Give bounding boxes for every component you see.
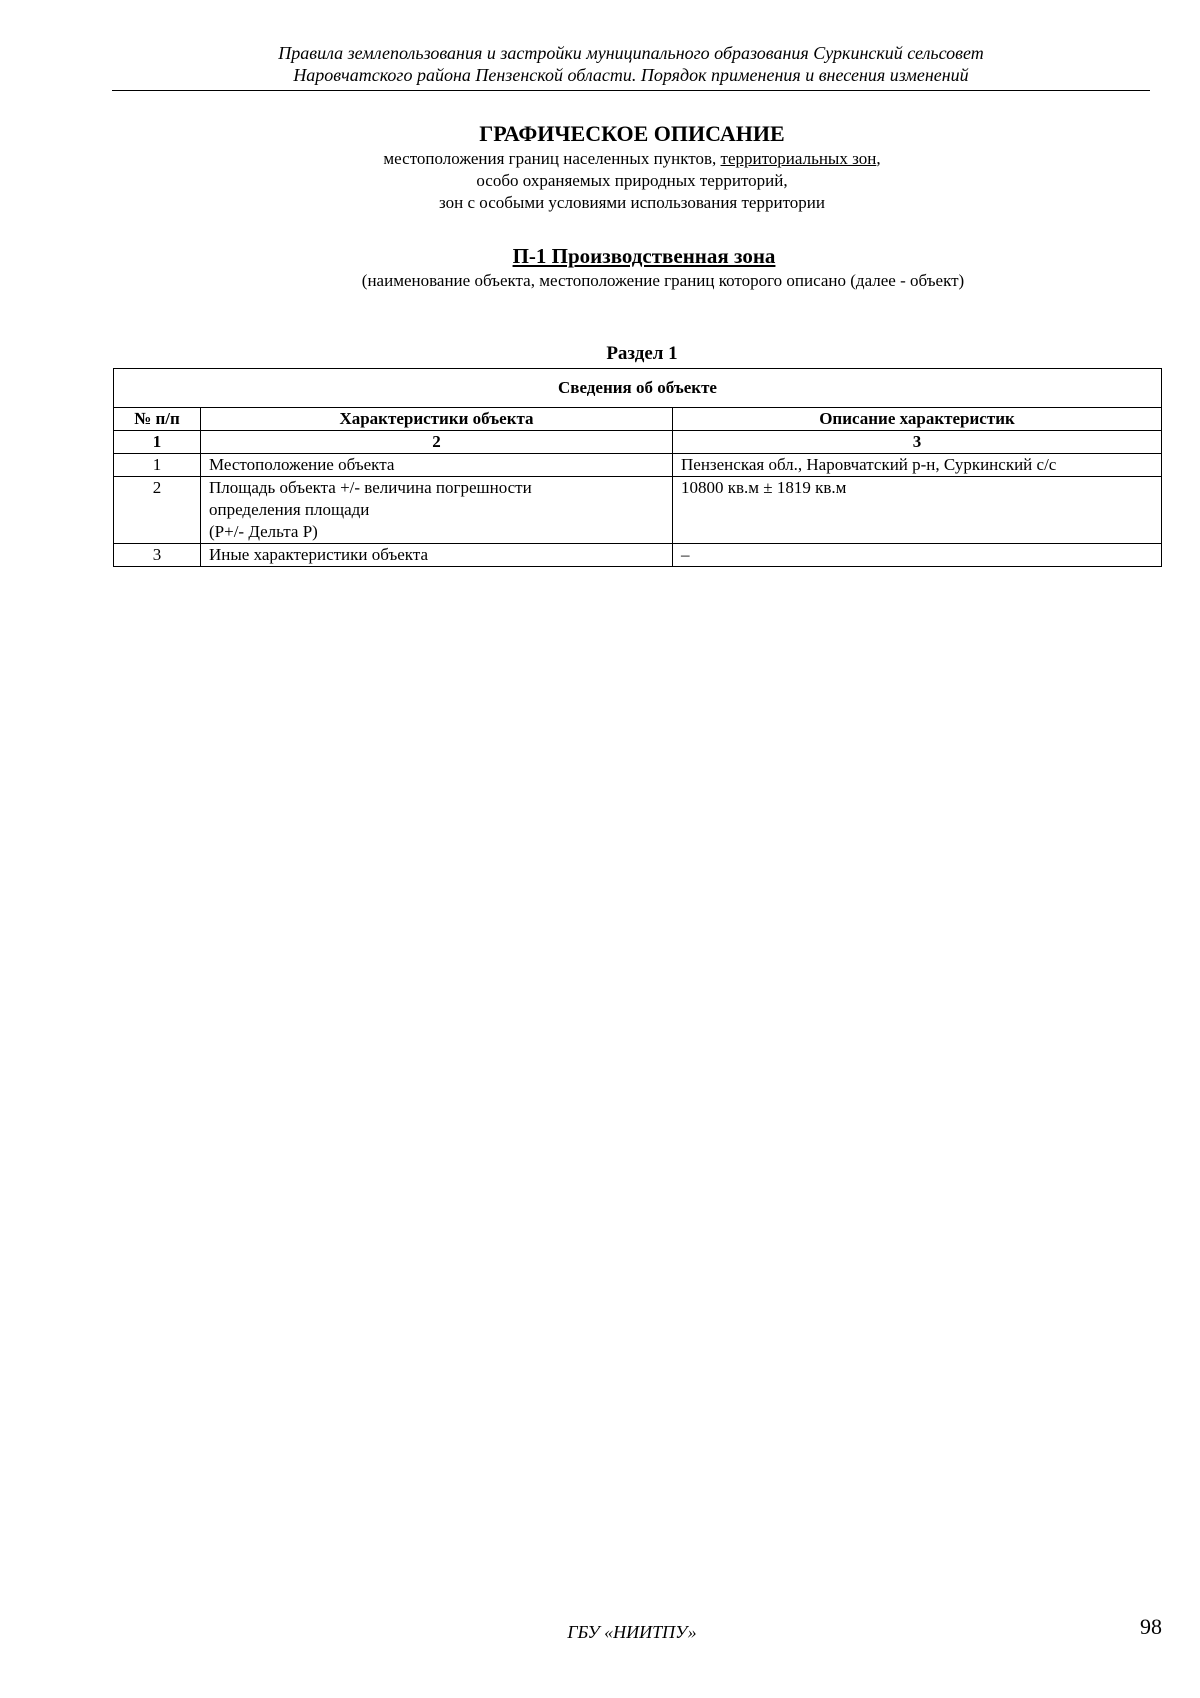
title-block bbox=[112, 120, 1152, 214]
column-number-2: 2 bbox=[201, 431, 673, 454]
row-description: Пензенская обл., Наровчатский р-н, Суркинский с/с bbox=[673, 454, 1162, 477]
subtitle-underlined-term: территориальных зон bbox=[720, 149, 877, 168]
column-header-description: Описание характеристик bbox=[673, 408, 1162, 431]
table-column-numbers-row bbox=[114, 431, 1162, 454]
object-info-table bbox=[113, 368, 1162, 567]
column-header-num: № п/п bbox=[114, 408, 201, 431]
table-row bbox=[114, 477, 1162, 544]
zone-title: П-1 Производственная зона bbox=[512, 244, 776, 268]
section-title: Раздел 1 bbox=[606, 343, 678, 364]
column-header-characteristic: Характеристики объекта bbox=[201, 408, 673, 431]
row-num: 3 bbox=[114, 544, 201, 567]
subtitle-line-1-post: , bbox=[876, 149, 881, 168]
column-number-3: 3 bbox=[673, 431, 1162, 454]
running-header-line-2: Наровчатского района Пензенской области. Порядок применения и внесения изменений bbox=[293, 65, 969, 85]
subtitle-line-1-pre: местоположения границ населенных пунктов, bbox=[383, 149, 721, 168]
subtitle-line-3: зон с особыми условиями использования территории bbox=[439, 193, 825, 212]
column-number-1: 1 bbox=[114, 431, 201, 454]
table-row bbox=[114, 454, 1162, 477]
row-description: 10800 кв.м ± 1819 кв.м bbox=[673, 477, 1162, 544]
document-title: ГРАФИЧЕСКОЕ ОПИСАНИЕ bbox=[479, 121, 785, 146]
row-num: 1 bbox=[114, 454, 201, 477]
page-number: 98 bbox=[1140, 1614, 1162, 1639]
running-header bbox=[112, 42, 1150, 86]
row-description: – bbox=[673, 544, 1162, 567]
row-characteristic-line: Площадь объекта +/- величина погрешности bbox=[209, 478, 532, 497]
footer-organization: ГБУ «НИИТПУ» bbox=[567, 1622, 697, 1642]
running-header-line-1: Правила землепользования и застройки муниципального образования Суркинский сельсовет bbox=[278, 43, 984, 63]
table-header-row bbox=[114, 408, 1162, 431]
row-characteristic: Иные характеристики объекта bbox=[201, 544, 673, 567]
table-caption-row bbox=[114, 369, 1162, 408]
zone-note: (наименование объекта, местоположение границ которого описано (далее - объект) bbox=[361, 271, 965, 290]
header-divider bbox=[112, 90, 1150, 91]
subtitle-line-1 bbox=[112, 148, 1152, 170]
row-characteristic bbox=[201, 477, 673, 544]
row-characteristic-line: определения площади bbox=[209, 500, 370, 519]
row-characteristic-line: (P+/- Дельта P) bbox=[209, 522, 318, 541]
row-characteristic: Местоположение объекта bbox=[201, 454, 673, 477]
table-row bbox=[114, 544, 1162, 567]
subtitle-line-2: особо охраняемых природных территорий, bbox=[476, 171, 788, 190]
table-caption: Сведения об объекте bbox=[114, 369, 1162, 408]
row-num: 2 bbox=[114, 477, 201, 544]
